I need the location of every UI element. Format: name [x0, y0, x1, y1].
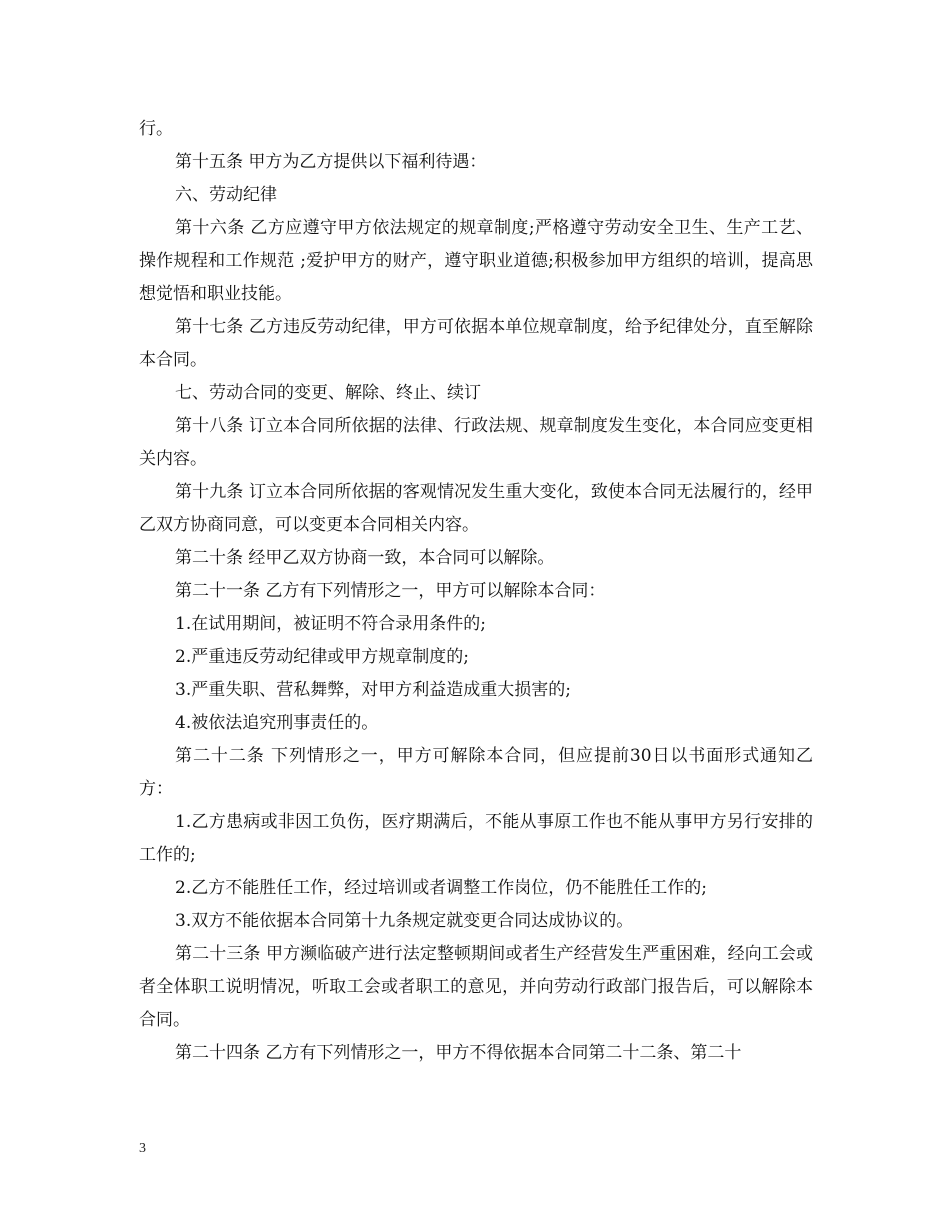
page-number: 3 [139, 1141, 146, 1156]
paragraph: 第二十三条 甲方濒临破产进行法定整顿期间或者生产经营发生严重困难，经向工会或者全体职工说明情况，听取工会或者职工的意见，并向劳动行政部门报告后，可以解除本合同。 [139, 944, 813, 1030]
paragraph: 七、劳动合同的变更、解除、终止、续订 [175, 383, 481, 403]
paragraph: 第十六条 乙方应遵守甲方依法规定的规章制度;严格遵守劳动安全卫生、生产工艺、操作规程和工作规范 ;爱护甲方的财产，遵守职业道德;积极参加甲方组织的培训，提高思想觉悟和职业技能。 [139, 218, 813, 304]
paragraph: 第十八条 订立本合同所依据的法律、行政法规、规章制度发生变化，本合同应变更相关内容。 [139, 416, 813, 469]
paragraph: 1.在试用期间，被证明不符合录用条件的; [175, 614, 486, 634]
paragraph: 第二十条 经甲乙双方协商一致，本合同可以解除。 [175, 548, 555, 568]
paragraph: 第十九条 订立本合同所依据的客观情况发生重大变化，致使本合同无法履行的，经甲乙双方协商同意，可以变更本合同相关内容。 [139, 482, 813, 535]
paragraph: 第十五条 甲方为乙方提供以下福利待遇： [175, 152, 487, 172]
paragraph: 六、劳动纪律 [175, 185, 277, 205]
paragraph: 第二十一条 乙方有下列情形之一，甲方可以解除本合同： [175, 581, 606, 601]
paragraph: 3.双方不能依据本合同第十九条规定就变更合同达成协议的。 [175, 911, 634, 931]
document-body [139, 113, 813, 1070]
paragraph: 第二十四条 乙方有下列情形之一，甲方不得依据本合同第二十二条、第二十 [175, 1043, 742, 1063]
paragraph: 1.乙方患病或非因工负伤，医疗期满后，不能从事原工作也不能从事甲方另行安排的工作的; [139, 812, 813, 865]
paragraph: 2.乙方不能胜任工作，经过培训或者调整工作岗位，仍不能胜任工作的; [175, 878, 707, 898]
paragraph: 第十七条 乙方违反劳动纪律，甲方可依据本单位规章制度，给予纪律处分，直至解除本合同。 [139, 317, 813, 370]
paragraph: 3.严重失职、营私舞弊，对甲方利益造成重大损害的; [175, 680, 571, 700]
paragraph: 4.被依法追究刑事责任的。 [175, 713, 379, 733]
paragraph: 2.严重违反劳动纪律或甲方规章制度的; [175, 647, 469, 667]
paragraph: 行。 [139, 119, 173, 139]
paragraph: 第二十二条 下列情形之一，甲方可解除本合同，但应提前30日以书面形式通知乙方： [139, 746, 813, 799]
